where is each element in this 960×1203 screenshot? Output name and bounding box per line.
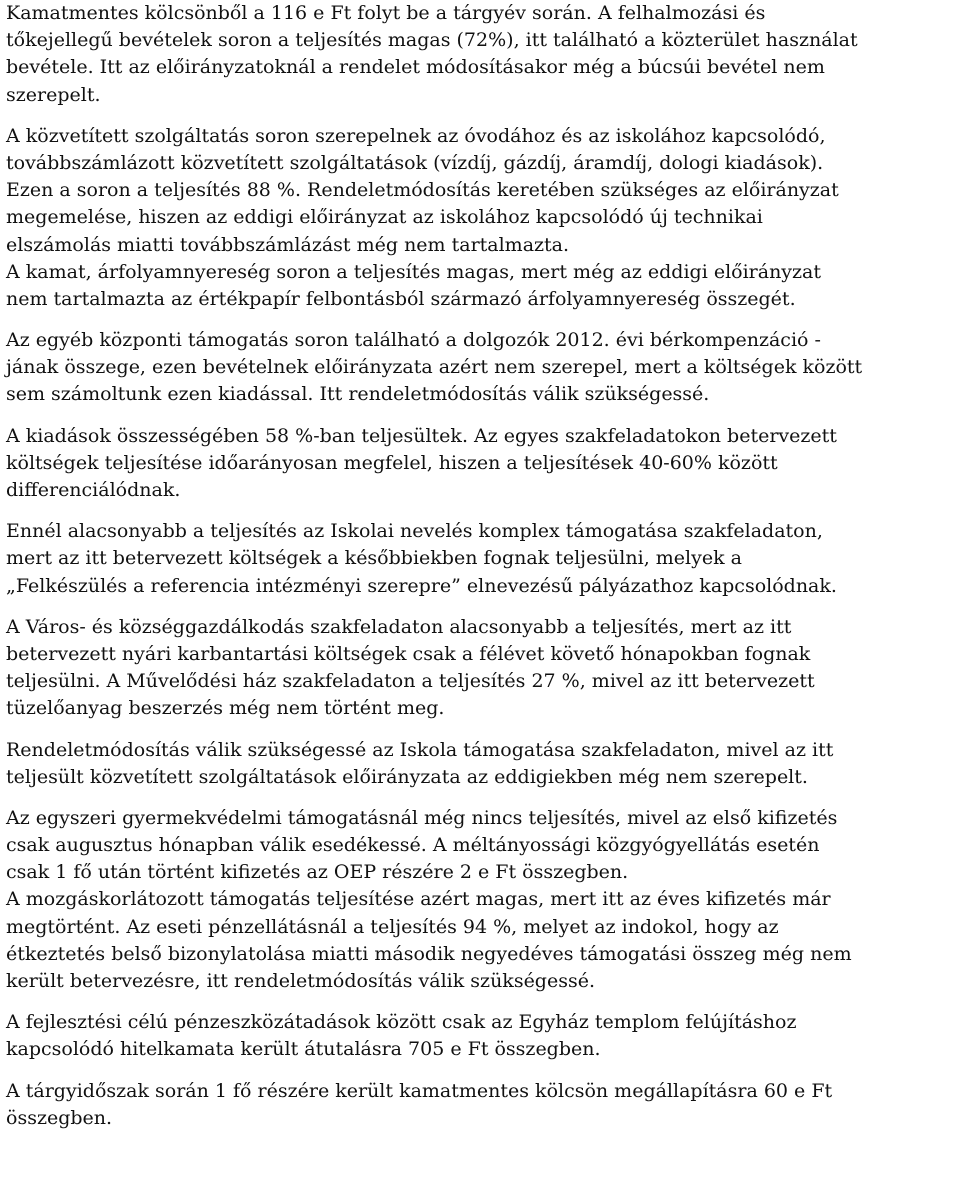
text-line: Ennél alacsonyabb a teljesítés az Iskolai nevelés komplex támogatása szakfeladaton, <box>6 520 823 543</box>
paragraph-child-protection <box>6 805 954 995</box>
document-page <box>6 0 954 1132</box>
text-line: A mozgáskorlátozott támogatás teljesítése azért magas, mert itt az éves kifizetés már <box>6 888 831 911</box>
text-line: étkeztetés belső bizonylatolása miatti második negyedéves támogatási összeg még nem <box>6 942 852 965</box>
text-line: tüzelőanyag beszerzés még nem történt meg. <box>6 697 445 720</box>
text-line: megtörtént. Az eseti pénzellátásnál a teljesítés 94 %, melyet az indokol, hogy az <box>6 915 779 938</box>
text-line: A tárgyidőszak során 1 fő részére került kamatmentes kölcsön megállapításra 60 e Ft <box>6 1079 833 1102</box>
text-line: A Város- és községgazdálkodás szakfeladaton alacsonyabb a teljesítés, mert az itt <box>6 615 792 638</box>
text-line: Az egyszeri gyermekvédelmi támogatásnál még nincs teljesítés, mivel az első kifizetés <box>6 806 838 829</box>
paragraph-development-transfers <box>6 1009 954 1063</box>
text-line: bevétele. Itt az előirányzatoknál a rendelet módosításakor még a búcsúi bevétel nem <box>6 56 825 79</box>
text-line: elszámolás miatti továbbszámlázást még nem tartalmazta. <box>6 233 570 256</box>
text-line: csak augusztus hónapban válik esedékessé. A méltányossági közgyógyellátás esetén <box>6 834 820 857</box>
text-line: sem számoltunk ezen kiadással. Itt rendeletmódosítás válik szükségessé. <box>6 383 710 406</box>
text-line: megemelése, hiszen az eddigi előirányzat az iskolához kapcsolódó új technikai <box>6 206 763 229</box>
text-line: differenciálódnak. <box>6 479 181 501</box>
text-line: betervezett nyári karbantartási költségek csak a félévet követő hónapokban fognak <box>6 642 811 665</box>
text-line: nem tartalmazta az értékpapír felbontásból származó árfolyamnyereség összegét. <box>6 287 796 310</box>
paragraph-school-support <box>6 737 954 791</box>
text-line: Ezen a soron a teljesítés 88 %. Rendeletmódosítás keretében szükséges az előirányzat <box>6 179 839 202</box>
text-line: kapcsolódó hitelkamata került átutalásra 705 e Ft összegben. <box>6 1038 601 1061</box>
text-line: A kamat, árfolyamnyereség soron a teljesítés magas, mert még az eddigi előirányzat <box>6 260 822 283</box>
text-line: A kiadások összességében 58 %-ban teljesültek. Az egyes szakfeladatokon betervezett <box>6 424 837 447</box>
text-line: csak 1 fő után történt kifizetés az OEP részére 2 e Ft összegben. <box>6 861 629 884</box>
text-line: jának összege, ezen bevételnek előirányzata azért nem szerepel, mert a költségek között <box>6 356 863 379</box>
paragraph-loan-income <box>6 0 954 109</box>
text-line: Az egyéb központi támogatás soron található a dolgozók 2012. évi bérkompenzáció - <box>6 329 821 352</box>
text-line: továbbszámlázott közvetített szolgáltatások (vízdíj, gázdíj, áramdíj, dologi kiadások). <box>6 151 824 174</box>
text-line: A fejlesztési célú pénzeszközátadások között csak az Egyház templom felújításhoz <box>6 1011 797 1034</box>
text-line: költségek teljesítése időarányosan megfelel, hiszen a teljesítések 40-60% között <box>6 451 778 474</box>
text-line: Kamatmentes kölcsönből a 116 e Ft folyt be a tárgyév során. A felhalmozási és <box>6 2 766 24</box>
text-line: tőkejellegű bevételek soron a teljesítés magas (72%), itt található a közterület használat <box>6 29 858 52</box>
text-line: került betervezésre, itt rendeletmódosítás válik szükségessé. <box>6 970 595 992</box>
text-line: A közvetített szolgáltatás soron szerepelnek az óvodához és az iskolához kapcsolódó, <box>6 124 826 147</box>
text-line: „Felkészülés a referencia intézményi szerepre” elnevezésű pályázathoz kapcsolódnak. <box>6 574 837 597</box>
text-line: teljesült közvetített szolgáltatások előirányzata az eddigiekben még nem szerepelt. <box>6 765 808 788</box>
text-line: teljesülni. A Művelődési ház szakfeladaton a teljesítés 27 %, mivel az itt betervezett <box>6 670 815 693</box>
paragraph-municipal-management <box>6 614 954 723</box>
text-line: Rendeletmódosítás válik szükségessé az Iskola támogatása szakfeladaton, mivel az itt <box>6 738 834 761</box>
paragraph-interest-free-loan <box>6 1078 954 1132</box>
text-line: összegben. <box>6 1106 113 1129</box>
paragraph-expenditures <box>6 423 954 505</box>
paragraph-central-support <box>6 327 954 409</box>
text-line: mert az itt betervezett költségek a későbbiekben fognak teljesülni, melyek a <box>6 547 742 570</box>
paragraph-mediated-services <box>6 123 954 313</box>
paragraph-school-education <box>6 518 954 600</box>
text-line: szerepelt. <box>6 83 101 106</box>
